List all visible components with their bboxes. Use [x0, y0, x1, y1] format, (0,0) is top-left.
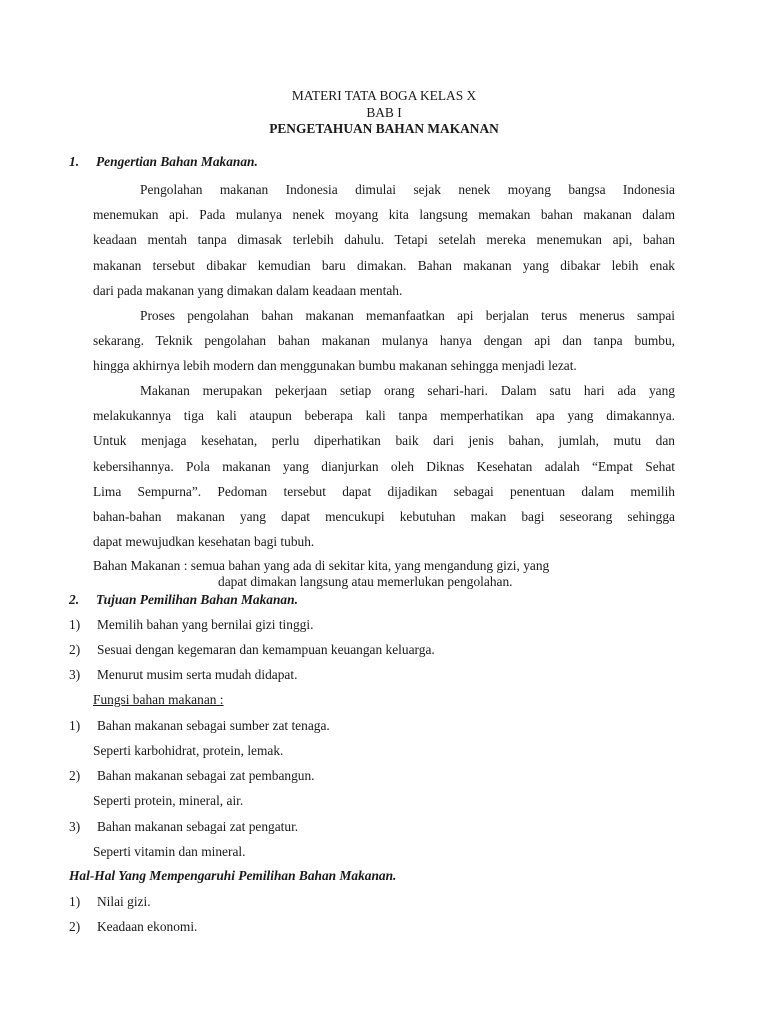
paragraph-line: sekarang. Teknik pengolahan bahan makanan mulanya hanya dengan api dan tanpa bumbu, [93, 333, 675, 349]
paragraph-line: menemukan api. Pada mulanya nenek moyang kita langsung memakan bahan makanan dalam [93, 207, 675, 223]
paragraph-line: Proses pengolahan bahan makanan memanfaatkan api berjalan terus menerus sampai [140, 308, 675, 323]
section-2-title: Tujuan Pemilihan Bahan Makanan. [96, 592, 298, 607]
definition-line-2: dapat dimakan langsung atau memerlukan pengolahan. [218, 574, 513, 589]
definition-line-1: Bahan Makanan : semua bahan yang ada di sekitar kita, yang mengandung gizi, yang [93, 558, 550, 573]
list-item-number: 2) [69, 642, 81, 657]
paragraph-line: kebersihannya. Pola makanan yang dianjurkan oleh Diknas Kesehatan adalah “Empat Sehat [93, 458, 675, 474]
paragraph-line: hingga akhirnya lebih modern dan menggunakan bumbu makanan sehingga menjadi lezat. [93, 358, 577, 374]
paragraph-line: melakukannya tiga kali ataupun beberapa kali tanpa memperhatikan apa yang dimakannya. [93, 408, 675, 424]
list-item-number: 3) [69, 819, 81, 834]
paragraph-line: Makanan merupakan pekerjaan setiap orang sehari-hari. Dalam satu hari ada yang [140, 383, 675, 398]
paragraph-line: dari pada makanan yang dimakan dalam keadaan mentah. [93, 282, 403, 298]
list-item-sub: Seperti protein, mineral, air. [93, 793, 244, 808]
list-item-number: 1) [69, 894, 81, 909]
paragraph-2 [93, 303, 675, 379]
paragraph-line: keadaan mentah tanpa dimasak terlebih dahulu. Tetapi setelah mereka menemukan api, bahan [93, 232, 675, 248]
list-item-sub: Seperti vitamin dan mineral. [93, 844, 246, 859]
list-item-number: 1) [69, 617, 81, 632]
document-title: MATERI TATA BOGA KELAS X [291, 88, 477, 103]
list-item: Bahan makanan sebagai zat pengatur. [97, 819, 299, 834]
paragraph-1 [93, 177, 675, 303]
list-item: Memilih bahan yang bernilai gizi tinggi. [97, 617, 314, 632]
section-1-number: 1. [69, 154, 80, 169]
list-item-number: 2) [69, 919, 81, 934]
chapter-label: BAB I [366, 105, 402, 120]
fungsi-heading: Fungsi bahan makanan : [93, 692, 224, 707]
paragraph-line: Pengolahan makanan Indonesia dimulai sejak nenek moyang bangsa Indonesia [140, 182, 675, 197]
section-3-title: Hal-Hal Yang Mempengaruhi Pemilihan Bahan Makanan. [69, 868, 397, 883]
paragraph-3 [93, 378, 675, 554]
paragraph-line: dapat mewujudkan kesehatan bagi tubuh. [93, 534, 315, 550]
chapter-heading: PENGETAHUAN BAHAN MAKANAN [269, 121, 499, 136]
section-2-number: 2. [69, 592, 80, 607]
paragraph-line: makanan tersebut dibakar kemudian baru dimakan. Bahan makanan yang dibakar lebih enak [93, 257, 675, 273]
list-item: Bahan makanan sebagai zat pembangun. [97, 768, 315, 783]
list-item: Menurut musim serta mudah didapat. [97, 667, 298, 682]
list-item-number: 2) [69, 768, 81, 783]
list-item: Keadaan ekonomi. [97, 919, 198, 934]
list-item: Sesuai dengan kegemaran dan kemampuan keuangan keluarga. [97, 642, 435, 657]
list-item: Bahan makanan sebagai sumber zat tenaga. [97, 718, 330, 733]
section-1-title: Pengertian Bahan Makanan. [96, 154, 258, 169]
list-item-number: 3) [69, 667, 81, 682]
paragraph-line: Lima Sempurna”. Pedoman tersebut dapat dijadikan sebagai penentuan dalam memilih [93, 483, 675, 499]
list-item-number: 1) [69, 718, 81, 733]
paragraph-line: Untuk menjaga kesehatan, perlu diperhatikan baik dari jenis bahan, jumlah, mutu dan [93, 433, 675, 449]
list-item-sub: Seperti karbohidrat, protein, lemak. [93, 743, 284, 758]
list-item: Nilai gizi. [97, 894, 151, 909]
paragraph-line: bahan-bahan makanan yang dapat mencukupi kebutuhan makan bagi seseorang sehingga [93, 508, 675, 524]
